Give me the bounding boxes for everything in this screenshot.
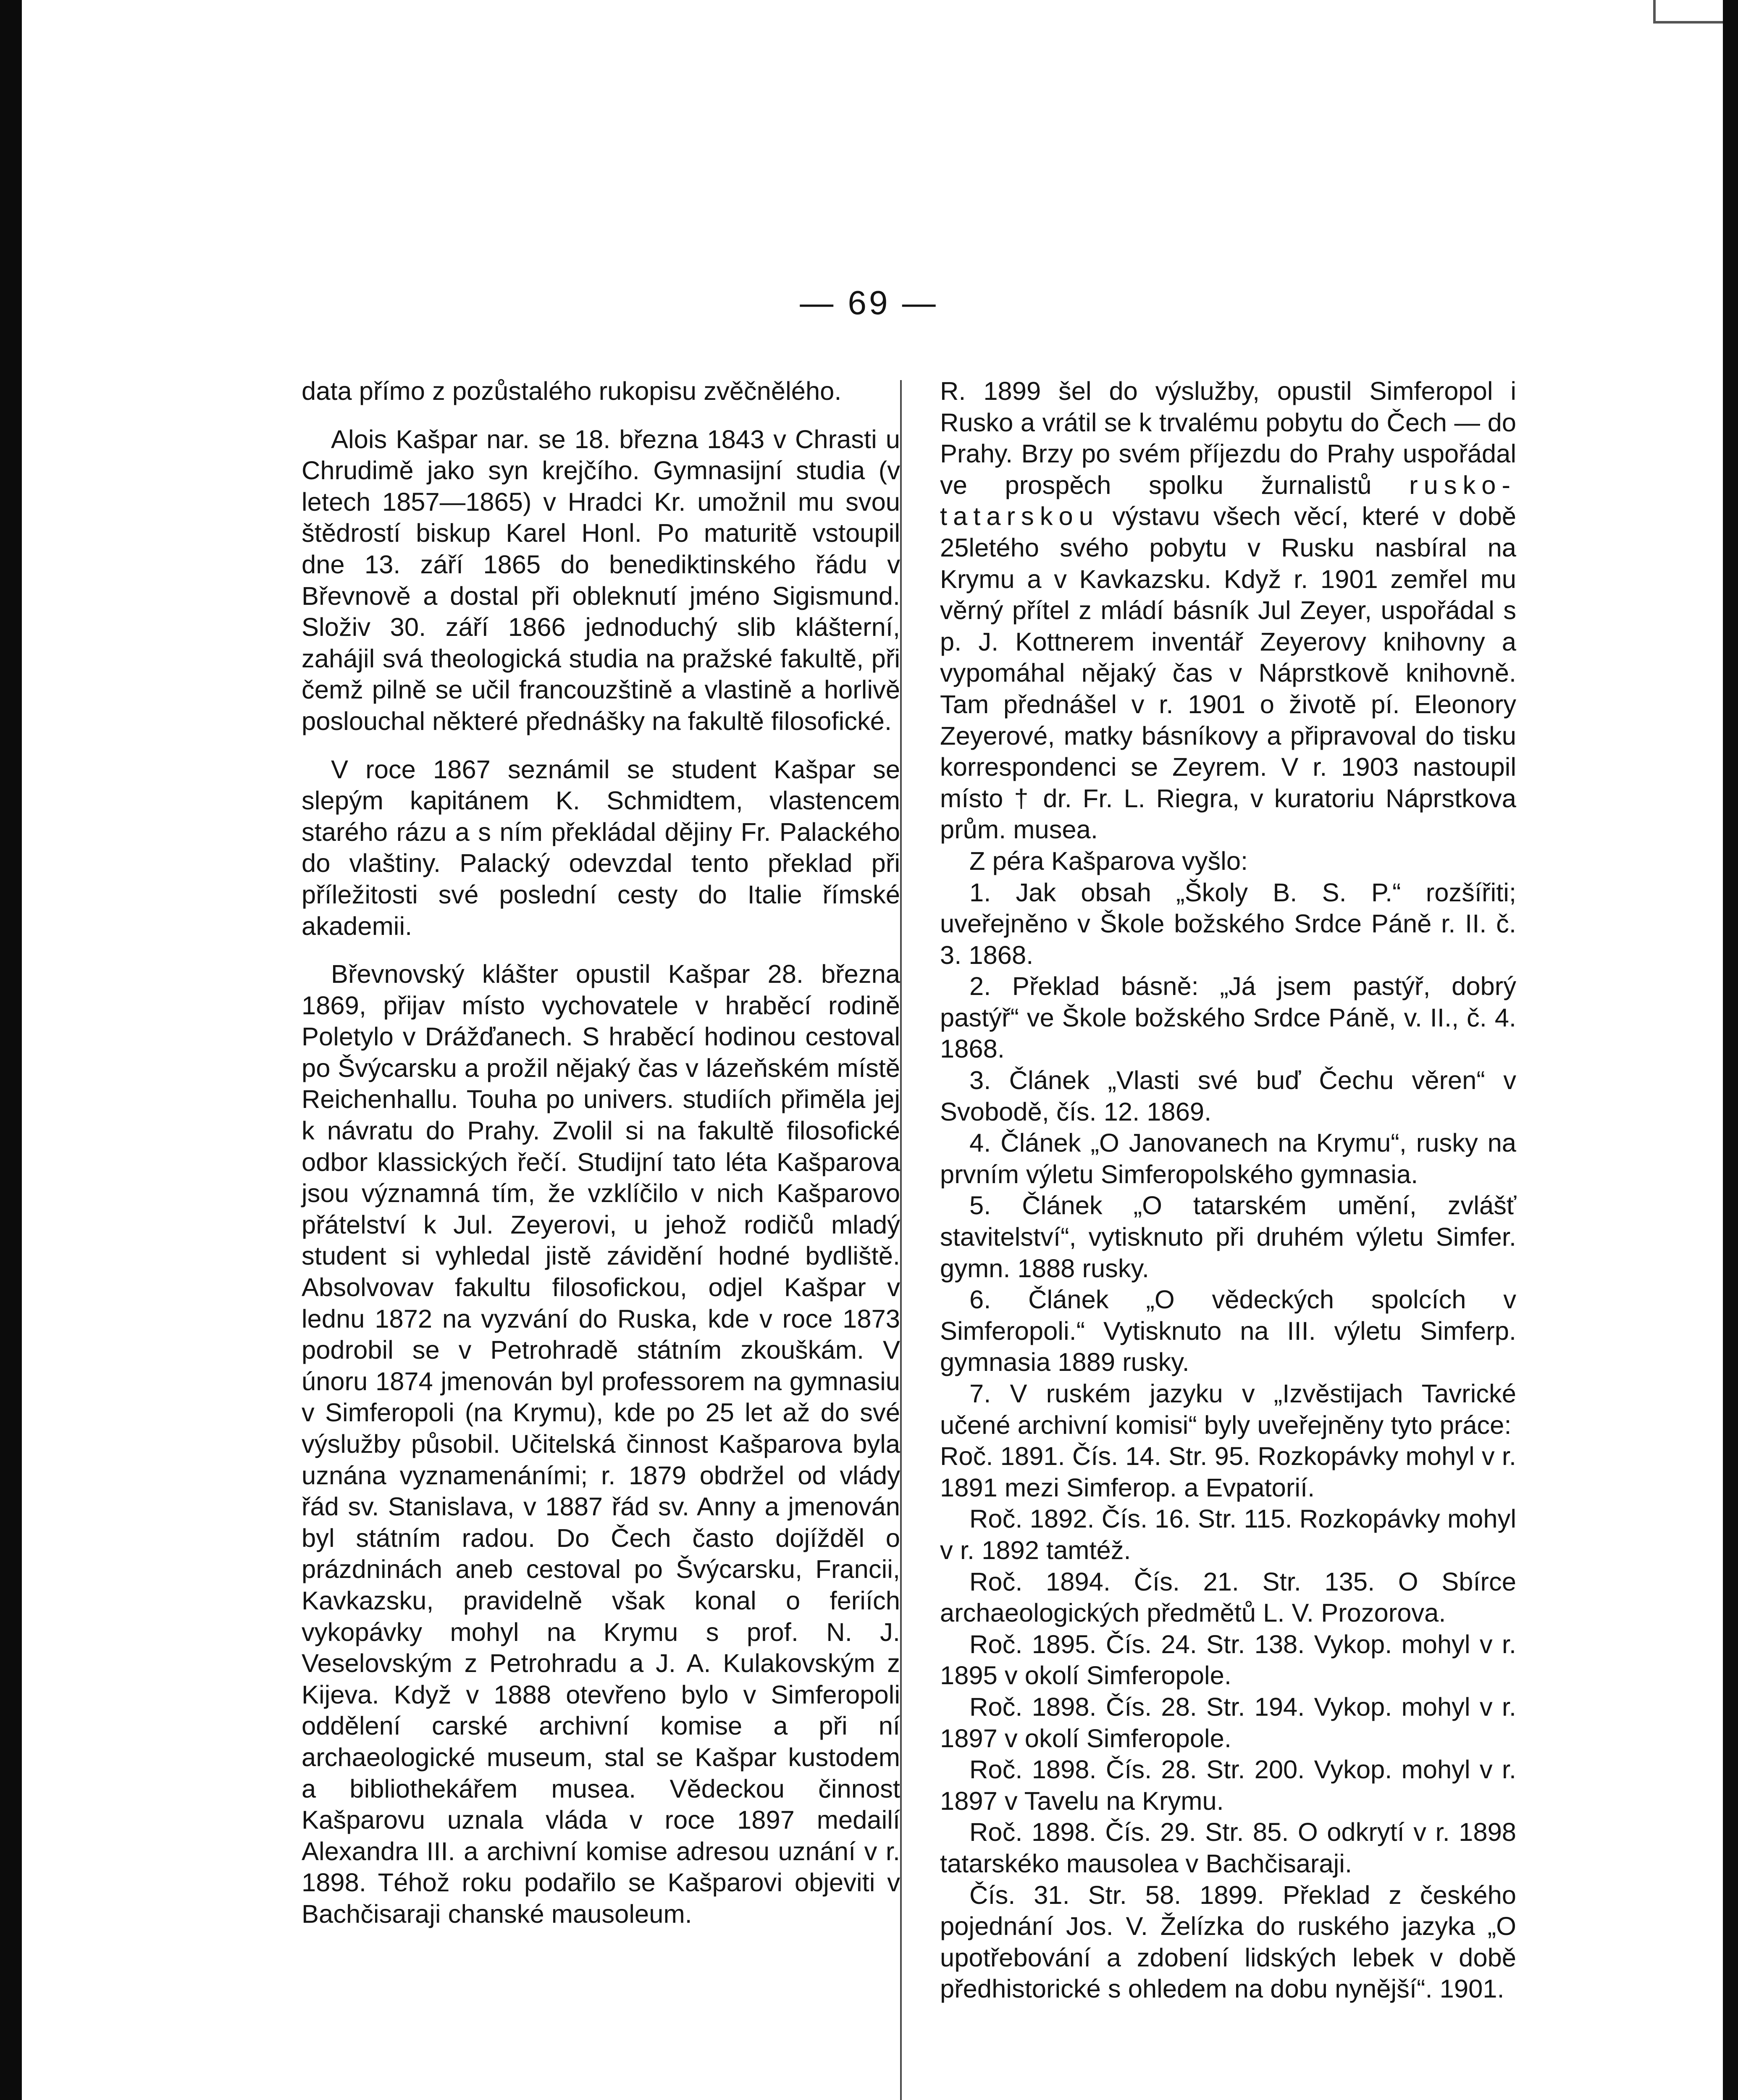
paragraph (940, 1817, 1516, 1880)
paragraph-text: Roč. 1892. Čís. 16. Str. 115. Rozkopávky mohyl v r. 1892 tamtéž. (940, 1504, 1516, 1565)
paragraph-text: Roč. 1898. Čís. 28. Str. 200. Vykop. mohyl v r. 1897 v Tavelu na Krymu. (940, 1755, 1516, 1816)
paragraph-text: Roč. 1898. Čís. 29. Str. 85. O odkrytí v r. 1898 tatarskéko mausolea v Bachčisaraji. (940, 1818, 1516, 1878)
paragraph-text: Z péra Kašparova vyšlo: (969, 846, 1248, 876)
column-divider (900, 380, 902, 2100)
paragraph-text: 5. Článek „O tatarském umění, zvlášť stavitelství“, vytisknuto při druhém výletu Simfer. gymn. 1888 rusky. (940, 1191, 1516, 1283)
paragraph (940, 1754, 1516, 1817)
paragraph-text: data přímo z pozůstalého rukopisu zvěčnělého. (302, 377, 842, 406)
paragraph (940, 971, 1516, 1065)
paragraph-text: Roč. 1895. Čís. 24. Str. 138. Vykop. mohyl v r. 1895 v okolí Simferopole. (940, 1630, 1516, 1690)
paragraph (940, 1504, 1516, 1566)
paragraph-text: 4. Článek „O Janovanech na Krymu“, rusky na prvním výletu Simferopolského gymnasia. (940, 1129, 1516, 1189)
paragraph-text: 6. Článek „O vědeckých spolcích v Simferopoli.“ Vytisknuto na III. výletu Simferp. gymnasia 1889 rusky. (940, 1285, 1516, 1377)
paragraph (940, 1190, 1516, 1284)
paragraph (940, 1567, 1516, 1629)
left-column (302, 376, 900, 1930)
paragraph (940, 877, 1516, 971)
paragraph-text: Čís. 31. Str. 58. 1899. Překlad z českého pojednání Jos. V. Želízka do ruského jazyka „O upotřebování a zdobení lidských lebek v době předhistorické s ohledem na dobu nynější“. 1901. (940, 1880, 1516, 2004)
paragraph-text: 3. Článek „Vlasti své buď Čechu věren“ v Svobodě, čís. 12. 1869. (940, 1066, 1516, 1126)
paragraph (940, 846, 1516, 877)
paragraph-text: Roč. 1894. Čís. 21. Str. 135. O Sbírce archaeologických předmětů L. V. Prozorova. (940, 1567, 1516, 1628)
paragraph (940, 1441, 1516, 1504)
paragraph-text: Roč. 1891. Čís. 14. Str. 95. Rozkopávky mohyl v r. 1891 mezi Simferop. a Evpatorií. (940, 1442, 1516, 1502)
paragraph-text: 7. V ruském jazyku v „Izvěstijach Tavrické učené archivní komisi“ byly uveřejněny tyto práce: (940, 1379, 1516, 1440)
paragraph-text: 2. Překlad básně: „Já jsem pastýř, dobrý pastýř“ ve Škole božského Srdce Páně, v. II., č. 4. 1868. (940, 972, 1516, 1064)
paragraph (940, 1880, 1516, 2005)
paragraph-text: výstavu všech věcí, které v době 25letého svého pobytu v Rusku nasbíral na Krymu a v Kavkazsku. Když r. 1901 zemřel mu věrný přítel z mládí básník Jul Zeyer, uspořádal s p. J. Kottnerem inventář Zeyerovy knihovny a vypomáhal nějaký čas v Náprstkově knihovně. Tam přednášel v r. 1901 o životě pí. Eleonory Zeyerové, matky básníkovy a připravoval do tisku korrespondenci se Zeyrem. V r. 1903 nastoupil místo † dr. Fr. L. Riegra, v kuratoriu Náprstkova prům. musea. (940, 502, 1516, 845)
paragraph-text: 1. Jak obsah „Školy B. S. P.“ rozšířiti; uveřejněno v Škole božského Srdce Páně r. II. č. 3. 1868. (940, 878, 1516, 970)
right-column (940, 376, 1516, 2005)
paragraph (302, 376, 900, 407)
paragraph-text: Roč. 1898. Čís. 28. Str. 194. Vykop. mohyl v r. 1897 v okolí Simferopole. (940, 1692, 1516, 1753)
page-number: — 69 — (800, 284, 938, 321)
paragraph (302, 424, 900, 738)
paragraph (940, 1065, 1516, 1128)
paragraph-text: Břevnovský klášter opustil Kašpar 28. března 1869, přijav místo vychovatele v hraběcí rodině Poletylo v Drážďanech. S hraběcí hodinou cestoval po Švýcarsku a prožil nějaký čas v lázeňském místě Reichenhallu. Touha po univers. studiích přiměla jej k návratu do Prahy. Zvolil si na fakultě filosofické odbor klassických řečí. Studijní tato léta Kašparova jsou významná tím, že vzklíčilo v nich Kašparovo přátelství k Jul. Zeyerovi, u jehož rodičů mladý student si vyhledal jistě závidění hodné bydliště. Absolvovav fakultu filosofickou, odjel Kašpar v lednu 1872 na vyzvání do Ruska, kde v roce 1873 podrobil se v Petrohradě státním zkouškám. V únoru 1874 jmenován byl professorem na gymnasiu v Simferopoli (na Krymu), kde po 25 let až do své výslužby působil. Učitelská činnost Kašparova byla uznána vyznamenáními; r. 1879 obdržel od vlády řád sv. Stanislava, v 1887 řád sv. Anny a jmenován byl státním radou. Do Čech často dojížděl o prázdninách aneb cestoval po Švýcarsku, Francii, Kavkazsku, pravidelně však konal o feriích vykopávky mohyl na Krymu s prof. N. J. Veselovským z Petrohradu a J. A. Kulakovským z Kijeva. Když v 1888 otevřeno bylo v Simferopoli oddělení carské archivní komise a při ní archaeologické museum, stal se Kašpar kustodem a bibliothekářem musea. Vědeckou činnost Kašparovu uznala vláda v roce 1897 medailí Alexandra III. a archivní komise adresou uznání v r. 1898. Téhož roku podařilo se Kašparovi objeviti v Bachčisaraji chanské mausoleum. (302, 960, 900, 1929)
paragraph (940, 1284, 1516, 1378)
scan-corner-mark (1653, 0, 1723, 24)
paragraph (940, 1128, 1516, 1190)
paragraph (302, 959, 900, 1930)
paragraph (940, 376, 1516, 846)
paragraph (940, 1629, 1516, 1692)
paragraph (302, 754, 900, 942)
paragraph-text: R. 1899 šel do výslužby, opustil Simferopol i Rusko a vrátil se k trvalému pobytu do Čech — do Prahy. Brzy po svém příjezdu do Prahy uspořádal ve prospěch spolku žurnalistů (940, 377, 1516, 500)
spaced-text: rusko-tatarskou (940, 470, 1516, 531)
paragraph (940, 1692, 1516, 1754)
paragraph (940, 1378, 1516, 1441)
paragraph-text: Alois Kašpar nar. se 18. března 1843 v Chrasti u Chrudimě jako syn krejčího. Gymnasijní studia (v letech 1857—1865) v Hradci Kr. umožnil mu svou štědrostí biskup Karel Honl. Po maturitě vstoupil dne 13. září 1865 do benediktinského řádu v Břevnově a dostal při obleknutí jméno Sigismund. Složiv 30. září 1866 jednoduchý slib klášterní, zahájil svá theologická studia na pražské fakultě, při čemž pilně se učil francouzštině a vlastině a horlivě poslouchal některé přednášky na fakultě filosofické. (302, 425, 900, 736)
paragraph-text: V roce 1867 seznámil se student Kašpar se slepým kapitánem K. Schmidtem, vlastencem starého rázu a s ním překládal dějiny Fr. Palackého do vlaštiny. Palacký odevzdal tento překlad při příležitosti své poslední cesty do Italie římské akademii. (302, 755, 900, 941)
